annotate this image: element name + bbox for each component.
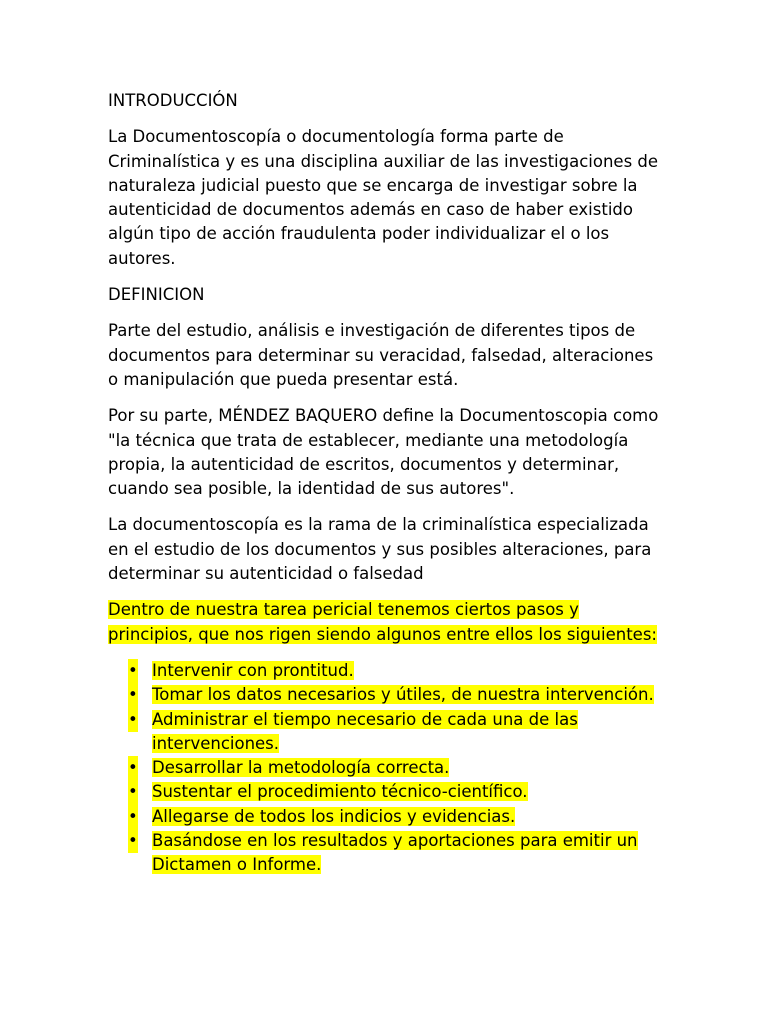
list-item-text: Allegarse de todos los indicios y evidencias.: [152, 806, 516, 826]
list-item-text: Administrar el tiempo necesario de cada una de las intervenciones.: [152, 709, 578, 753]
list-item: [108, 708, 668, 757]
list-item-text: Basándose en los resultados y aportaciones para emitir un Dictamen o Informe.: [152, 831, 638, 875]
rama-criminalistica-paragraph: La documentoscopía es la rama de la criminalística especializada en el estudio de los documentos y sus posibles alteraciones, para determinar su autenticidad o falsedad: [108, 515, 652, 584]
list-item: [108, 805, 668, 829]
definition-paragraph: Parte del estudio, análisis e investigación de diferentes tipos de documentos para determinar su veracidad, falsedad, alteraciones o manipulación que pueda presentar está.: [108, 321, 654, 389]
bullet-icon: •: [128, 708, 138, 732]
highlighted-text: Dentro de nuestra tarea pericial tenemos ciertos pasos y principios, que nos rigen siendo algunos entre ellos los siguientes:: [108, 600, 657, 644]
list-item-text: Sustentar el procedimiento técnico-científico.: [152, 782, 528, 802]
list-item: [108, 829, 668, 878]
intro-heading: INTRODUCCIÓN: [108, 91, 238, 110]
list-item-text: Intervenir con prontitud.: [152, 660, 354, 680]
definition-heading: DEFINICION: [108, 285, 205, 305]
bullet-icon: •: [128, 805, 138, 829]
list-item: [108, 780, 668, 804]
bullet-icon: •: [128, 756, 138, 780]
list-item-text: Tomar los datos necesarios y útiles, de nuestra intervención.: [152, 685, 654, 705]
list-item: [108, 683, 668, 707]
bullet-icon: •: [128, 829, 138, 853]
intro-paragraph: La Documentoscopía o documentología forma parte de Criminalística y es una disciplina auxiliar de las investigaciones de naturaleza judicial puesto que se encarga de investigar sobre la autenticidad de documentos además en caso de haber existido algún tipo de acción fraudulenta poder individualizar el o los autores.: [108, 127, 659, 268]
list-item: [108, 756, 668, 780]
bullet-icon: •: [128, 683, 138, 707]
list-item: [108, 659, 668, 683]
document-body: [108, 89, 668, 878]
bullet-icon: •: [128, 780, 138, 804]
list-item-text: Desarrollar la metodología correcta.: [152, 758, 450, 778]
principles-list: [108, 659, 668, 878]
bullet-icon: •: [128, 659, 138, 683]
mendez-baquero-paragraph: Por su parte, MÉNDEZ BAQUERO define la Documentoscopia como "la técnica que trata de establecer, mediante una metodología propia, la autenticidad de escritos, documentos y determinar, cuando sea posible, la identidad de sus autores".: [108, 406, 659, 499]
pericial-intro-paragraph: [108, 598, 668, 647]
